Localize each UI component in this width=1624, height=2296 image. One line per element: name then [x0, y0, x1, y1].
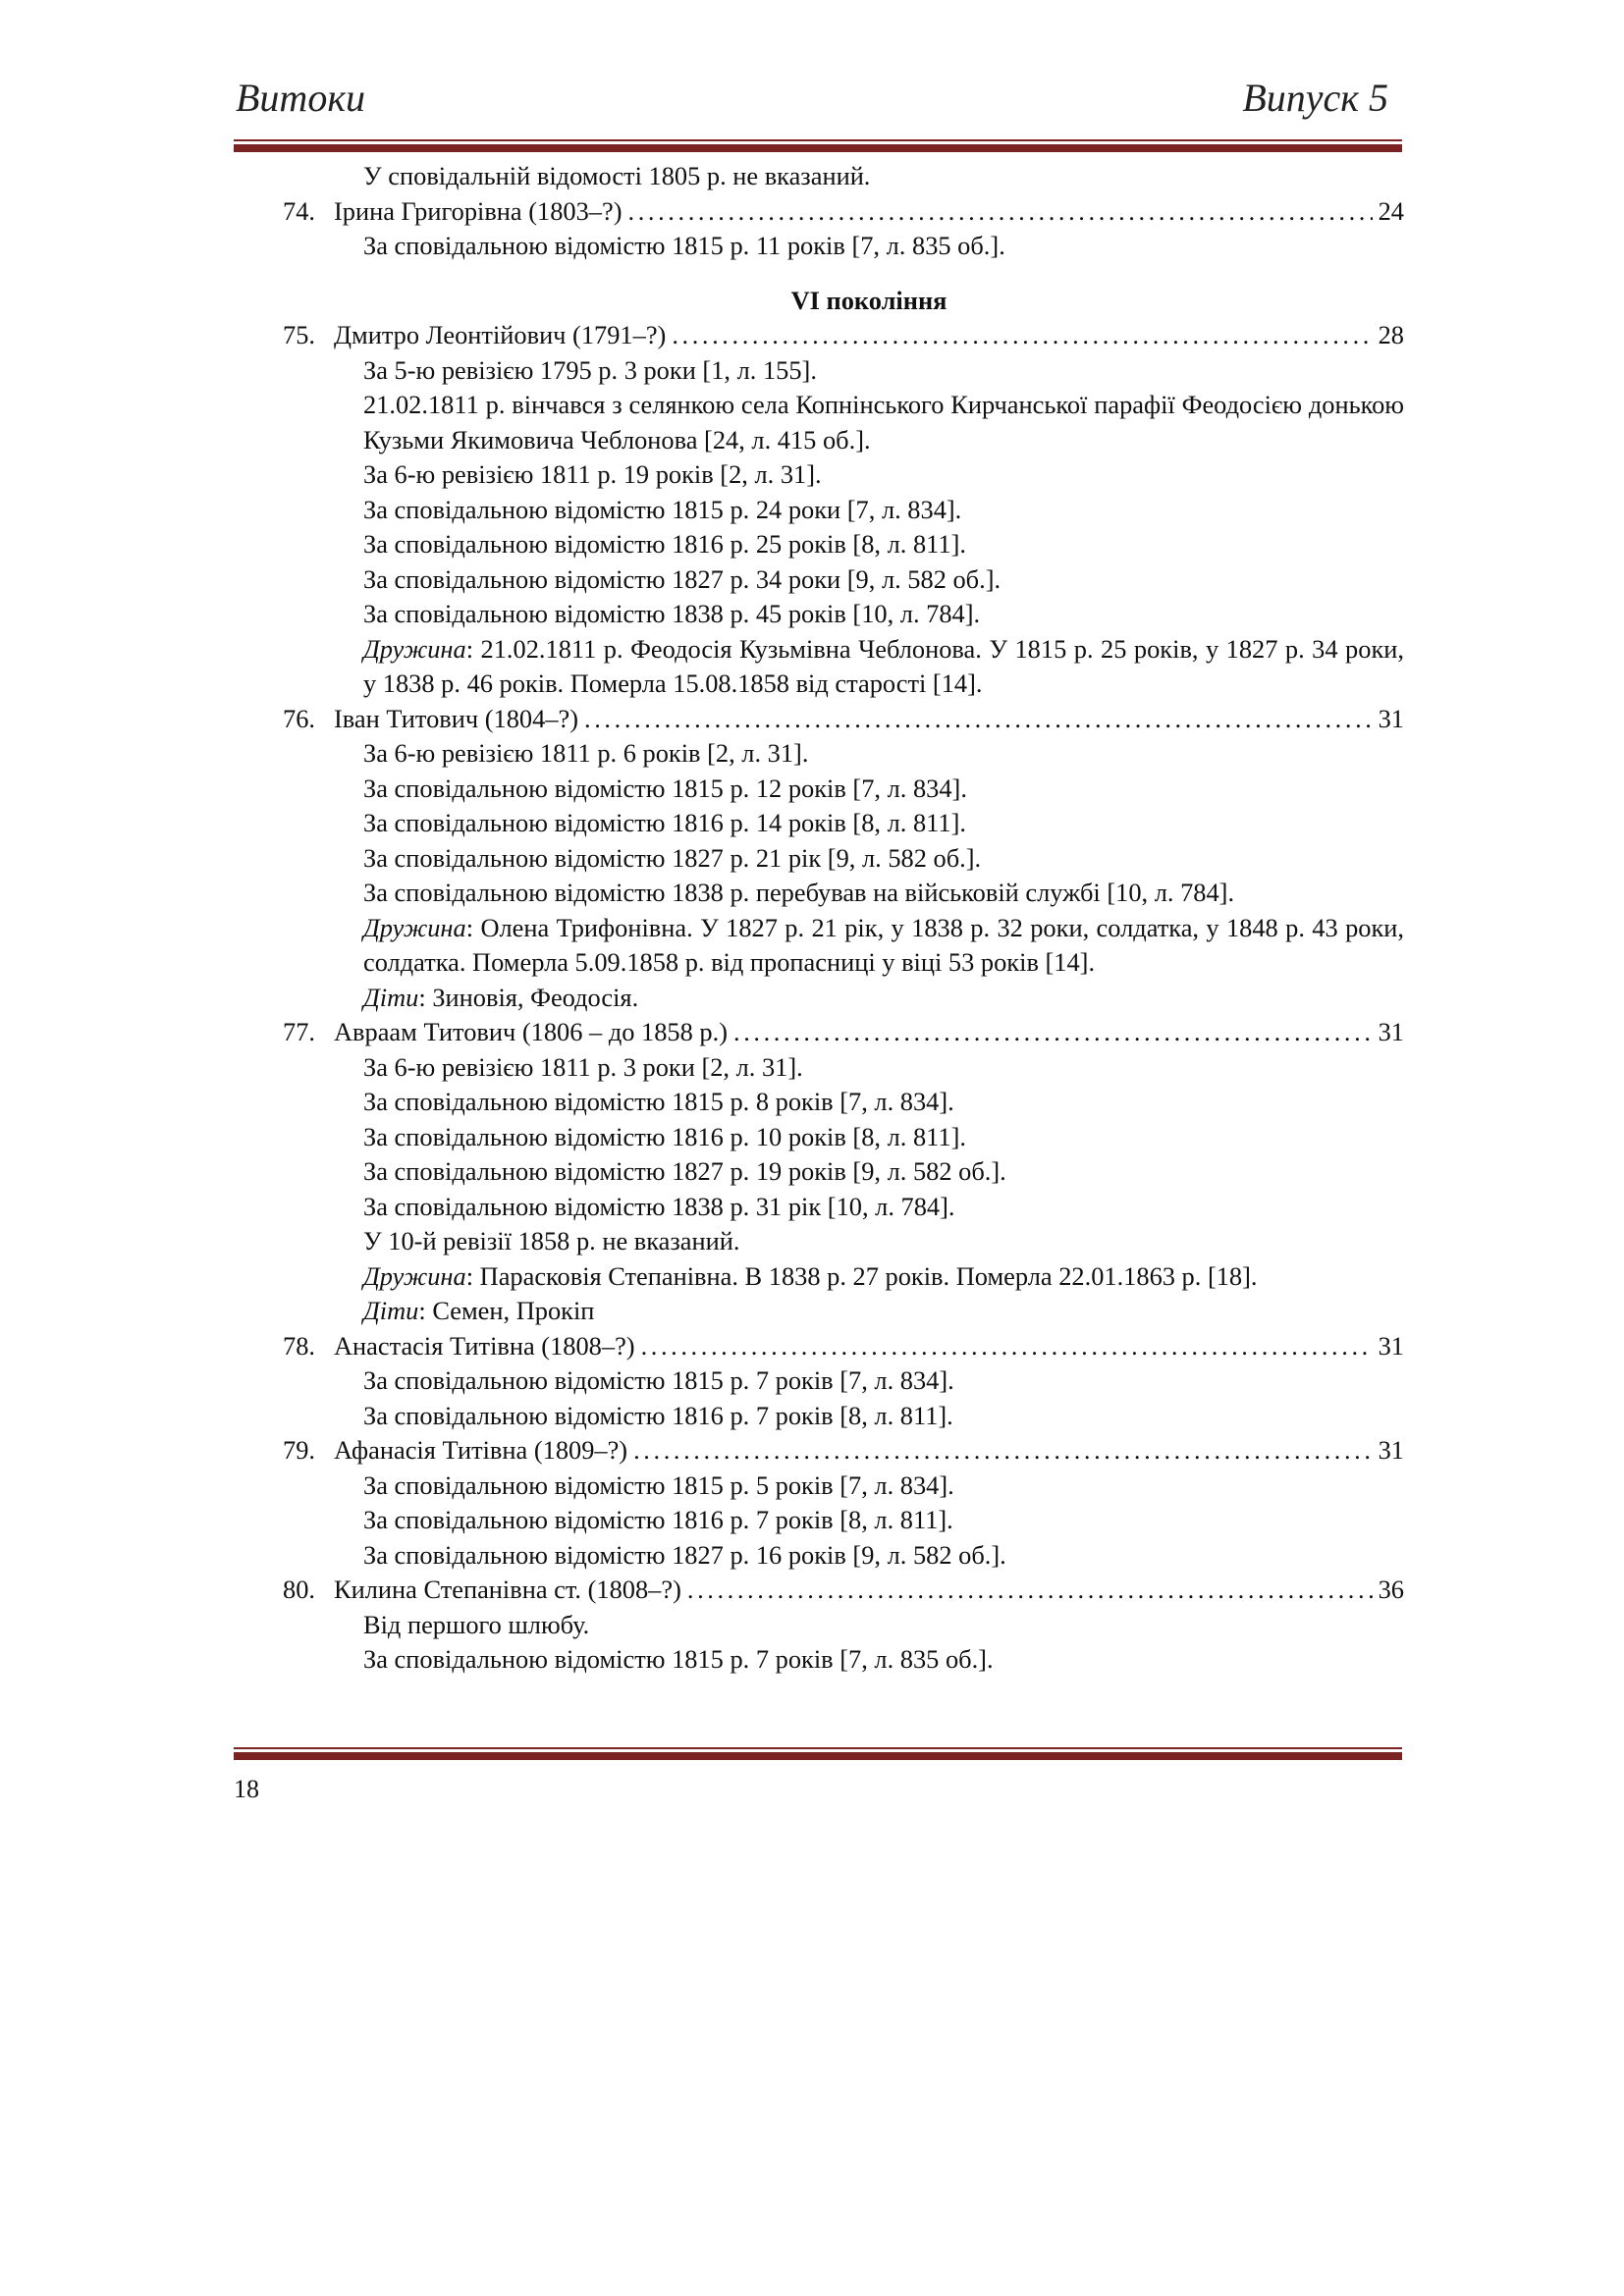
note-line: За сповідальною відомістю 1838 р. 45 років [10, л. 784]. [363, 599, 981, 628]
spouse-note [283, 632, 1404, 702]
entry-number: 80. [283, 1575, 315, 1604]
dot-leader [733, 1015, 1373, 1050]
children-text: : Семен, Прокіп [418, 1296, 595, 1325]
entry-number: 74. [283, 195, 315, 226]
note-line: За сповідальною відомістю 1815 р. 7 років [7, л. 834]. [363, 1365, 954, 1395]
entry-number: 75. [283, 320, 315, 349]
entry-79 [283, 1433, 1404, 1468]
note-line: За сповідальною відомістю 1815 р. 24 роки [7, л. 834]. [363, 494, 962, 524]
entry-title: Килина Степанівна ст. (1808–?) [334, 1575, 681, 1604]
dot-leader [633, 1433, 1373, 1468]
spouse-note [283, 1259, 1404, 1295]
spouse-note [283, 911, 1404, 981]
children-label: Діти [363, 1296, 419, 1325]
note-line: За сповідальною відомістю 1838 р. 31 рік [10, л. 784]. [363, 1191, 955, 1221]
entry-title: Авраам Титович (1806 – до 1858 р.) [334, 1017, 729, 1046]
page-ref: 31 [1378, 703, 1404, 733]
note-line: За сповідальною відомістю 1827 р. 16 років [9, л. 582 об.]. [363, 1539, 1006, 1570]
page-ref: 36 [1378, 1575, 1404, 1604]
entry-76 [283, 702, 1404, 737]
spouse-text: : Парасковія Степанівна. В 1838 р. 27 років. Померла 22.01.1863 р. [18]. [465, 1260, 1258, 1291]
note-line: За сповідальною відомістю 1815 р. 5 років [7, л. 834]. [363, 1469, 954, 1500]
generation-heading: VI покоління [790, 285, 947, 315]
note-line: За сповідальною відомістю 1816 р. 10 років [8, л. 811]. [363, 1121, 966, 1151]
page-ref: 31 [1378, 1330, 1404, 1361]
entry-title: Ірина Григорівна (1803–?) [334, 195, 623, 226]
entry-title: Дмитро Леонтійович (1791–?) [334, 320, 667, 349]
page-ref: 28 [1378, 320, 1404, 349]
spouse-label: Дружина [363, 633, 466, 664]
entry-77 [283, 1015, 1404, 1050]
note-line: За 5-ю ревізією 1795 р. 3 роки [1, л. 155]. [363, 354, 817, 385]
note-line: За сповідальною відомістю 1815 р. 11 років [7, л. 835 об.]. [363, 231, 1005, 260]
entry-title: Афанасія Титівна (1809–?) [334, 1435, 628, 1465]
journal-title: Витоки [236, 76, 366, 120]
entry-78 [283, 1329, 1404, 1364]
spouse-label: Дружина [363, 1260, 466, 1291]
note-line: За сповідальною відомістю 1815 р. 7 років [7, л. 835 об.]. [363, 1644, 994, 1674]
note-line: За сповідальною відомістю 1815 р. 8 років [7, л. 834]. [363, 1087, 954, 1116]
issue-label: Випуск 5 [1242, 76, 1388, 120]
children-note [283, 1294, 1404, 1329]
entry-75 [283, 318, 1404, 353]
note-line: За сповідальною відомістю 1816 р. 7 років [8, л. 811]. [363, 1505, 953, 1534]
page-ref: 31 [1378, 1435, 1404, 1465]
note-line: За сповідальною відомістю 1827 р. 34 роки [9, л. 582 об.]. [363, 563, 1001, 594]
children-text: : Зиновія, Феодосія. [418, 982, 639, 1012]
note-line: Від першого шлюбу. [363, 1609, 590, 1639]
note-line: За сповідальною відомістю 1815 р. 12 років [7, л. 834]. [363, 773, 967, 803]
note-line: 21.02.1811 р. вінчався з селянкою села Копнінського Кирчанської парафії Феодосією донькою Кузьми Якимовича Чеблонова [24, л. 415 об.]. [363, 390, 1404, 454]
note-line: У сповідальній відомості 1805 р. не вказаний. [363, 161, 871, 190]
page-ref: 31 [1378, 1017, 1404, 1046]
header-rule [234, 139, 1402, 152]
dot-leader [628, 194, 1373, 230]
note-line: У 10-й ревізії 1858 р. не вказаний. [363, 1226, 740, 1255]
note-line: За сповідальною відомістю 1827 р. 19 років [9, л. 582 об.]. [363, 1156, 1006, 1186]
note-line: За сповідальною відомістю 1827 р. 21 рік [9, л. 582 об.]. [363, 842, 982, 873]
note-line: За сповідальною відомістю 1838 р. перебував на військовій службі [10, л. 784]. [363, 878, 1235, 907]
entry-number: 76. [283, 703, 315, 733]
footer-rule [234, 1747, 1402, 1760]
entry-80 [283, 1573, 1404, 1608]
entry-number: 79. [283, 1435, 315, 1465]
note-line: За 6-ю ревізією 1811 р. 19 років [2, л. 31]. [363, 459, 822, 489]
note-line: За сповідальною відомістю 1816 р. 7 років [8, л. 811]. [363, 1400, 953, 1430]
entry-74 [283, 194, 1404, 230]
entry-title: Анастасія Титівна (1808–?) [334, 1330, 635, 1361]
note-line: За 6-ю ревізією 1811 р. 6 років [2, л. 31]. [363, 738, 809, 768]
note-line: За сповідальною відомістю 1816 р. 25 років [8, л. 811]. [363, 529, 966, 559]
page-number: 18 [234, 1775, 259, 1803]
spouse-text: : 21.02.1811 р. Феодосія Кузьмівна Чеблонова. У 1815 р. 25 років, у 1827 р. 34 роки, у 1838 р. 46 років. Померла 15.08.1858 від старості [14]. [363, 633, 1404, 698]
note-line: За 6-ю ревізією 1811 р. 3 роки [2, л. 31]. [363, 1051, 803, 1082]
spouse-label: Дружина [363, 912, 466, 942]
spouse-text: : Олена Трифонівна. У 1827 р. 21 рік, у 1838 р. 32 роки, солдатка, у 1848 р. 43 роки, солдатка. Померла 5.09.1858 р. від пропасниці у віці 53 років [14]. [363, 912, 1404, 977]
dot-leader [641, 1329, 1373, 1364]
page-body [283, 159, 1404, 1678]
page-ref: 24 [1378, 195, 1404, 226]
entry-number: 77. [283, 1017, 315, 1046]
children-note [283, 981, 1404, 1016]
dot-leader [687, 1573, 1373, 1608]
dot-leader [672, 318, 1372, 353]
entry-title: Іван Титович (1804–?) [334, 703, 579, 733]
note-line: За сповідальною відомістю 1816 р. 14 років [8, л. 811]. [363, 808, 966, 837]
dot-leader [584, 702, 1373, 737]
entry-number: 78. [283, 1330, 315, 1361]
children-label: Діти [363, 982, 419, 1012]
